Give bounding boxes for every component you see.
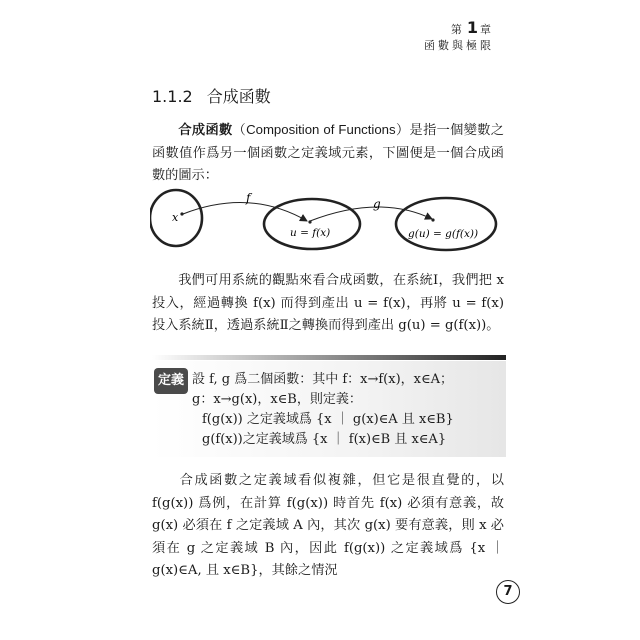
definition-line-3: f(g(x)) 之定義域爲 {x ｜ g(x)∈A 且 x∈B} [202, 412, 454, 427]
page-number: 7 [496, 580, 520, 604]
intermediate-ellipse [264, 199, 360, 249]
definition-line-4: g(f(x))之定義域爲 {x ｜ f(x)∈B 且 x∈A} [202, 432, 447, 447]
running-header [424, 20, 494, 54]
node-x-label: x [172, 211, 179, 224]
section-heading [152, 84, 271, 107]
systems-paragraph [152, 270, 504, 338]
label-g: g [373, 197, 381, 211]
label-f: f [246, 191, 251, 205]
point-u [308, 220, 311, 223]
intro-paragraph [152, 119, 504, 188]
definition-line-1: 設 f, g 爲二個函數：其中 f：x→f(x)，x∈A； [192, 372, 453, 387]
section-number: 1.1.2 [152, 87, 193, 106]
definition-line-2: g：x→g(x)，x∈B，則定義： [192, 392, 362, 407]
term-composite-function: 合成函數 [178, 123, 233, 138]
chapter-prefix: 第 [450, 23, 465, 36]
term-english: （Composition of Functions） [232, 122, 410, 137]
definition-tag: 定義 [154, 368, 188, 394]
point-x [180, 212, 183, 215]
composition-diagram [150, 180, 502, 260]
chapter-suffix: 章 [480, 23, 494, 36]
domain-text: 合成函數之定義域看似複雜，但它是很直覺的，以 f(g(x)) 爲例，在計算 f(g(x)) 時首先 f(x) 必須有意義，故 g(x) 必須在 f 之定義域 A 內，其次 g(x) 要有意義，則 x 必須在 g 之定義域 B 內，因此 f(g(x)) 之定義域爲 {x ｜ g(x)∈A, 且 x∈B}，其餘之情況 [152, 473, 504, 578]
arrow-g [310, 207, 432, 221]
section-title: 合成函數 [206, 87, 271, 106]
node-u-label: u = f(x) [290, 227, 331, 239]
chapter-number: 1 [466, 18, 478, 37]
chapter-number-line [424, 20, 494, 38]
definition-content [192, 370, 454, 450]
range-ellipse [396, 198, 496, 250]
intro-text: 是指一個變數之函數值作爲另一個函數之定義域元素，下圖便是一個合成函數的圖示： [152, 123, 504, 183]
point-gu [431, 218, 434, 221]
chapter-title: 函數與極限 [424, 39, 494, 52]
domain-paragraph [152, 470, 504, 583]
definition-rule [152, 355, 506, 360]
systems-text: 我們可用系統的觀點來看合成函數，在系統Ⅰ，我們把 x 投入，經過轉換 f(x) 而得到產出 u = f(x)，再將 u = f(x) 投入系統Ⅱ，透過系統Ⅱ之轉換而得到產出 g(u) = g(f(x))。 [152, 273, 504, 333]
node-gu-label: g(u) = g(f(x)) [408, 228, 479, 240]
